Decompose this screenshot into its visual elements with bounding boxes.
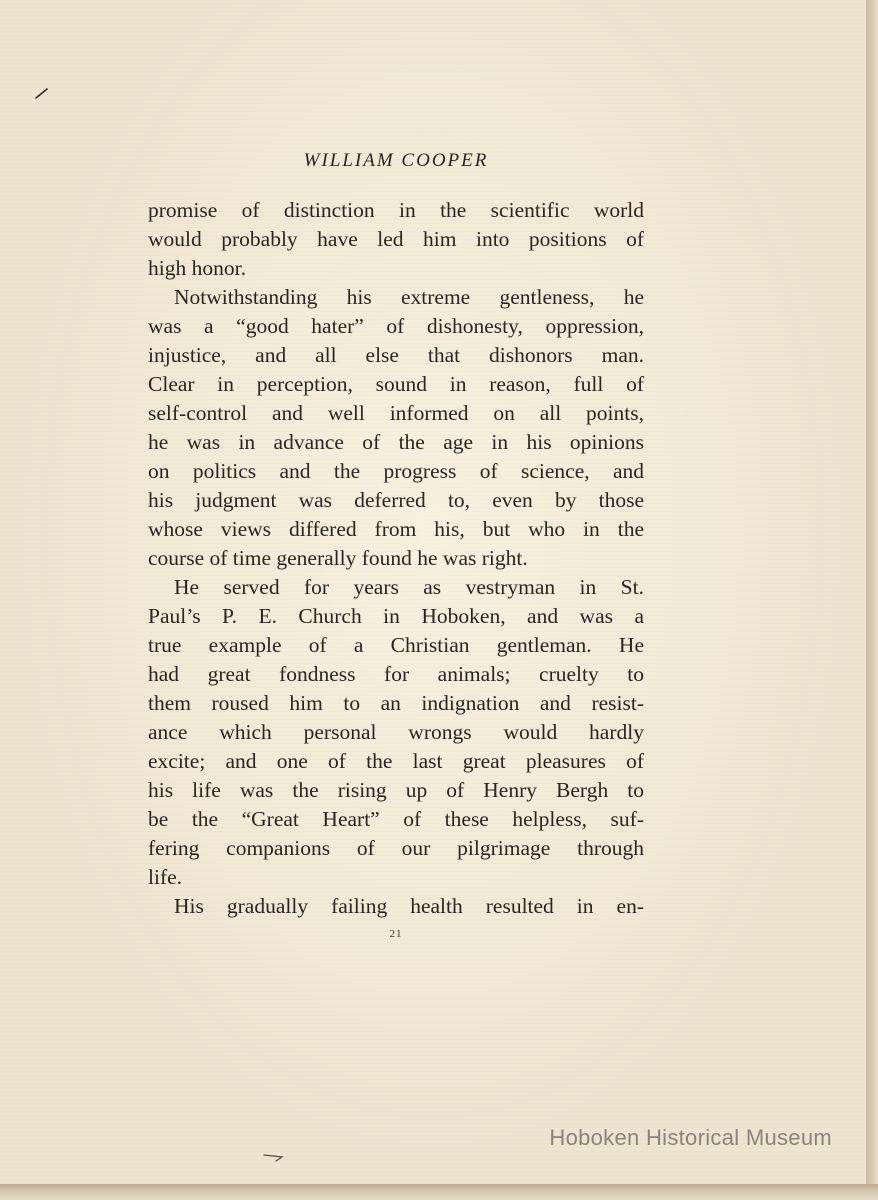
text-line: would probably have led him into positions of	[148, 227, 644, 251]
text-line: high honor.	[148, 256, 246, 280]
watermark: Hoboken Historical Museum	[549, 1125, 832, 1150]
text-line: fering companions of our pilgrimage through	[148, 836, 644, 860]
text-line: ance which personal wrongs would hardly	[148, 720, 644, 744]
text-line: His gradually failing health resulted in en-	[174, 894, 644, 918]
text-line: he was in advance of the age in his opinions	[148, 430, 644, 454]
text-line: promise of distinction in the scientific world	[148, 198, 644, 222]
text-line: his judgment was deferred to, even by those	[148, 488, 644, 512]
pencil-mark	[34, 86, 50, 100]
text-line: his life was the rising up of Henry Bergh to	[148, 778, 644, 802]
text-line: Paul’s P. E. Church in Hoboken, and was a	[148, 604, 644, 628]
text-line: injustice, and all else that dishonors man.	[148, 343, 644, 367]
text-line: was a “good hater” of dishonesty, oppression,	[148, 314, 644, 338]
running-head: WILLIAM COOPER	[303, 150, 489, 171]
text-line: Clear in perception, sound in reason, full of	[148, 372, 644, 396]
text-line: Notwithstanding his extreme gentleness, he	[174, 285, 644, 309]
text-line: on politics and the progress of science, and	[148, 459, 644, 483]
pencil-mark	[262, 1150, 286, 1164]
page-bottom-edge	[0, 1184, 878, 1200]
body-text	[148, 196, 644, 921]
text-line: excite; and one of the last great pleasures of	[148, 749, 644, 773]
text-line: be the “Great Heart” of these helpless, suf-	[148, 807, 644, 831]
page-number: 21	[389, 928, 403, 940]
text-line: course of time generally found he was right.	[148, 546, 528, 570]
text-line: life.	[148, 865, 183, 889]
text-line: He served for years as vestryman in St.	[174, 575, 644, 599]
text-line: whose views differed from his, but who in the	[148, 517, 644, 541]
text-line: had great fondness for animals; cruelty to	[148, 662, 644, 686]
page-edge	[866, 0, 878, 1200]
text-line: self-control and well informed on all points,	[148, 401, 644, 425]
text-line: them roused him to an indignation and resist-	[148, 691, 644, 715]
text-line: true example of a Christian gentleman. He	[148, 633, 644, 657]
